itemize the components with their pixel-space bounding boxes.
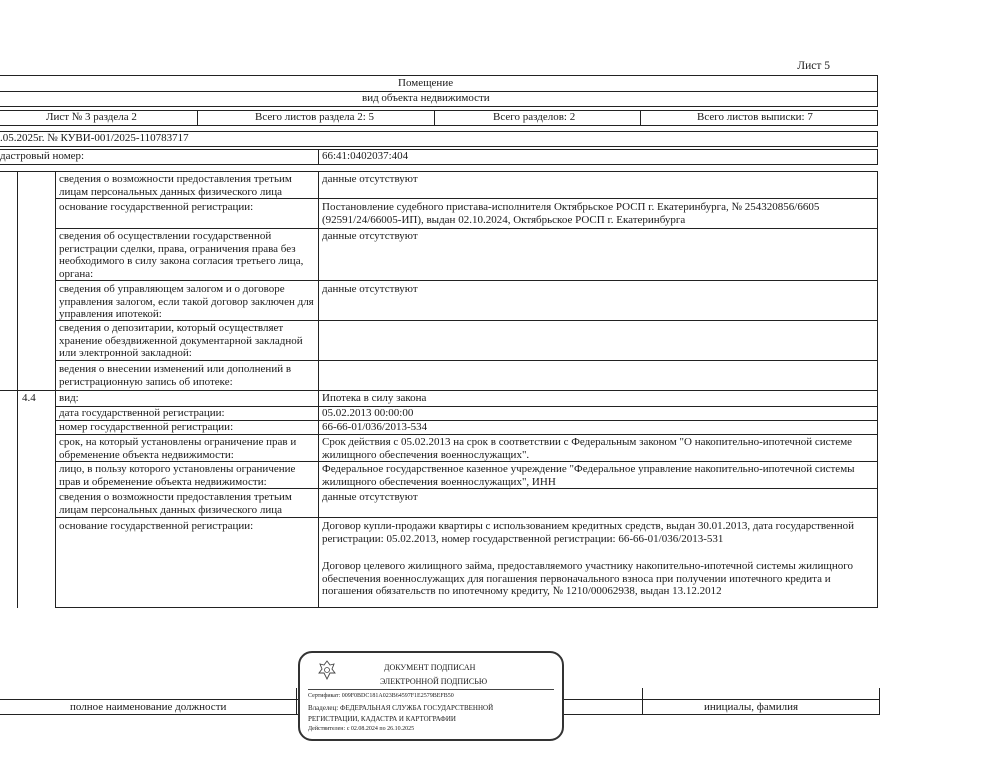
row-label: дата государственной регистрации: xyxy=(59,407,225,419)
row-label: номер государственной регистрации: xyxy=(59,421,234,433)
position-label: полное наименование должности xyxy=(70,701,227,713)
date-number-row xyxy=(0,131,878,147)
total-sheets-extract: Всего листов выписки: 7 xyxy=(697,111,813,123)
extract-number: .05.2025г. № КУВИ-001/2025-110783717 xyxy=(0,132,189,144)
row-label: лицо, в пользу которого установлены ограничение прав и обременение объекта недвижимости: xyxy=(59,463,296,488)
stamp-validity: Действителен: с 02.08.2024 по 26.10.2025 xyxy=(308,726,415,732)
row-value: Постановление судебного пристава-исполнителя Октябрьское РОСП г. Екатеринбурга, № 254320856/6605 (92591/24/66005-ИП), выдан 02.10.2024, Октябрьское РОСП г. Екатеринбурга xyxy=(322,201,820,226)
row-number: 4.4 xyxy=(22,392,36,404)
sheet-number: Лист 5 xyxy=(797,60,830,72)
stamp-line2: ЭЛЕКТРОННОЙ ПОДПИСЬЮ xyxy=(380,677,488,686)
row-label: сведения об осуществлении государственной регистрации сделки, права, ограничения права без необходимого в силу закона согласия третьего лица, органа: xyxy=(59,230,304,280)
row-label: вид: xyxy=(59,392,79,404)
sheet-no: Лист № 3 раздела 2 xyxy=(46,111,137,123)
row-label: сведения о возможности предоставления третьим лицам персональных данных физического лица xyxy=(59,491,292,516)
cadastral-row xyxy=(0,149,878,165)
stamp-certificate: Сертификат: 009F0BDC181A023B64597F1E2579BEFB50 xyxy=(308,693,454,699)
row-label: сведения о депозитарии, который осуществляет хранение обездвиженной документарной закладной или электронной закладной: xyxy=(59,322,303,359)
row-value: данные отсутствуют xyxy=(322,173,418,185)
initials-label: инициалы, фамилия xyxy=(704,701,799,713)
row-value-extra: Договор целевого жилищного займа, предоставляемого участнику накопительно-ипотечной системы жилищного обеспечения военнослужащих для погашения первоначального взноса при получении ипотечного кредита и погашения обязательств по ипотечному кредиту, № 1210/00062938, выдан 13.12.2012 xyxy=(322,560,853,597)
stamp-owner2: РЕГИСТРАЦИИ, КАДАСТРА И КАРТОГРАФИИ xyxy=(308,715,456,723)
row-label: основание государственной регистрации: xyxy=(59,520,254,532)
total-sheets-section: Всего листов раздела 2: 5 xyxy=(255,111,375,123)
row-value: Срок действия с 05.02.2013 на срок в соответствии с Федеральным законом "О накопительно-ипотечной системе жилищного обеспечения военнослужащих". xyxy=(322,436,853,461)
row-label: основание государственной регистрации: xyxy=(59,201,254,213)
row-value: Договор купли-продажи квартиры с использованием кредитных средств, выдан 30.01.2013, дата государственной регистрации: 05.02.2013, номер государственной регистрации: 66-66-01/036/2013-531 xyxy=(322,520,855,545)
page-subtitle: вид объекта недвижимости xyxy=(362,92,490,104)
e-signature-stamp xyxy=(298,651,564,741)
total-sections: Всего разделов: 2 xyxy=(493,111,576,123)
row-value: 05.02.2013 00:00:00 xyxy=(322,407,414,419)
row-value: данные отсутствуют xyxy=(322,491,418,503)
row-label: сведения о возможности предоставления третьим лицам персональных данных физического лица xyxy=(59,173,292,198)
cadastral-value: 66:41:0402037:404 xyxy=(322,150,409,162)
row-value: Федеральное государственное казенное учреждение "Федеральное управление накопительно-ипотечной системы жилищного обеспечения военнослужащих", ИНН xyxy=(322,463,855,488)
cadastral-label: дастровый номер: xyxy=(0,150,85,162)
info-row xyxy=(0,110,878,126)
row-value: данные отсутствуют xyxy=(322,230,418,242)
row-label: сведения об управляющем залогом и о договоре управления залогом, если такой договор заключен для управления ипотекой: xyxy=(59,283,314,320)
stamp-line1: ДОКУМЕНТ ПОДПИСАН xyxy=(384,663,476,672)
row-value: данные отсутствуют xyxy=(322,283,418,295)
object-type-header xyxy=(0,75,878,107)
stamp-owner: Владелец: ФЕДЕРАЛЬНАЯ СЛУЖБА ГОСУДАРСТВЕННОЙ xyxy=(308,704,494,712)
row-label: ведения о внесении изменений или дополнений в регистрационную запись об ипотеке: xyxy=(59,363,292,388)
row-label: срок, на который установлены ограничение прав и обременение объекта недвижимости: xyxy=(59,436,297,461)
row-value: Ипотека в силу закона xyxy=(322,392,427,404)
page-title: Помещение xyxy=(398,77,454,89)
emblem-icon xyxy=(316,659,338,681)
row-value: 66-66-01/036/2013-534 xyxy=(322,421,428,433)
